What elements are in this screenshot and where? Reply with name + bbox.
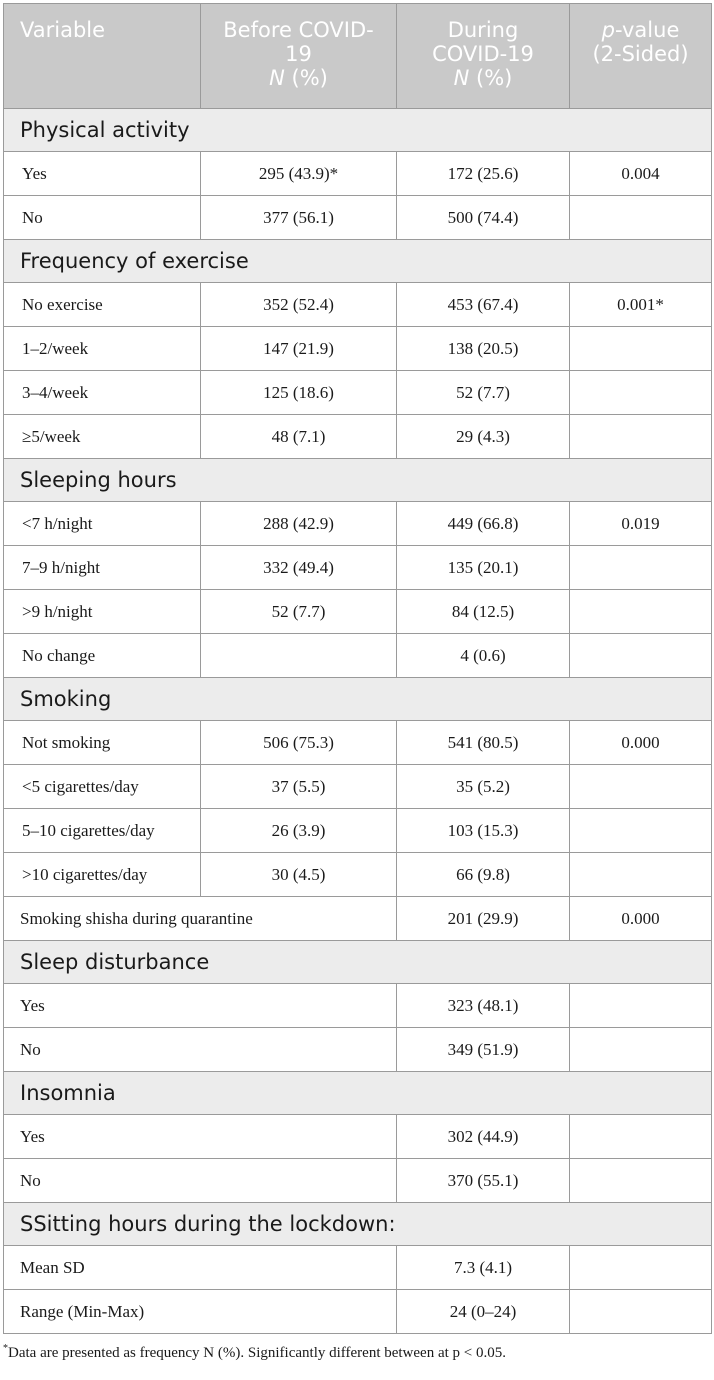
before-value: 147 (21.9) — [201, 327, 397, 371]
footnote-marker: * — [3, 1343, 8, 1354]
p-value — [570, 546, 712, 590]
during-value: 35 (5.2) — [397, 765, 570, 809]
row-label: No — [4, 196, 201, 240]
p-value: 0.001* — [570, 283, 712, 327]
header-during-line1: During — [447, 18, 519, 42]
p-value — [570, 590, 712, 634]
p-value — [570, 1028, 712, 1072]
header-before-line1: Before COVID- — [223, 18, 374, 42]
during-value: 500 (74.4) — [397, 196, 570, 240]
header-before-line3 — [201, 66, 396, 90]
during-value: 172 (25.6) — [397, 152, 570, 196]
section-title: Physical activity — [4, 109, 712, 152]
table-row — [4, 1028, 712, 1072]
header-pvalue-line1 — [570, 18, 711, 42]
p-value — [570, 765, 712, 809]
during-value: 138 (20.5) — [397, 327, 570, 371]
during-value: 302 (44.9) — [397, 1115, 570, 1159]
header-during-line3 — [397, 66, 569, 90]
before-value: 52 (7.7) — [201, 590, 397, 634]
p-value — [570, 984, 712, 1028]
p-value: 0.019 — [570, 502, 712, 546]
before-value: 352 (52.4) — [201, 283, 397, 327]
row-label: 7–9 h/night — [4, 546, 201, 590]
row-label: 1–2/week — [4, 327, 201, 371]
section-title: Smoking — [4, 678, 712, 721]
table-row — [4, 897, 712, 941]
before-value: 37 (5.5) — [201, 765, 397, 809]
during-value: 24 (0–24) — [397, 1290, 570, 1334]
during-value: 453 (67.4) — [397, 283, 570, 327]
before-value: 125 (18.6) — [201, 371, 397, 415]
covid-lifestyle-table — [3, 3, 712, 1334]
p-value — [570, 634, 712, 678]
p-value — [570, 327, 712, 371]
before-value: 377 (56.1) — [201, 196, 397, 240]
table-row — [4, 765, 712, 809]
during-value: 52 (7.7) — [397, 371, 570, 415]
section-sleep-disturbance — [4, 941, 712, 984]
before-value: 30 (4.5) — [201, 853, 397, 897]
row-label: Yes — [4, 152, 201, 196]
header-pvalue-line2: (2-Sided) — [592, 42, 689, 66]
before-value: 295 (43.9)* — [201, 152, 397, 196]
p-value — [570, 1290, 712, 1334]
header-pvalue — [570, 4, 712, 109]
row-label: Yes — [4, 984, 397, 1028]
before-value: 26 (3.9) — [201, 809, 397, 853]
during-value: 84 (12.5) — [397, 590, 570, 634]
table-row — [4, 853, 712, 897]
table-row — [4, 984, 712, 1028]
header-before — [201, 4, 397, 109]
table-row — [4, 590, 712, 634]
row-label: 5–10 cigarettes/day — [4, 809, 201, 853]
row-label: Range (Min-Max) — [4, 1290, 397, 1334]
p-value — [570, 371, 712, 415]
section-frequency-of-exercise — [4, 240, 712, 283]
table-row — [4, 283, 712, 327]
during-value: 7.3 (4.1) — [397, 1246, 570, 1290]
p-value — [570, 1115, 712, 1159]
row-label: No — [4, 1028, 397, 1072]
table-row — [4, 152, 712, 196]
header-before-line2: 19 — [285, 42, 312, 66]
table-row — [4, 415, 712, 459]
table-row — [4, 371, 712, 415]
table-row — [4, 634, 712, 678]
row-label: Smoking shisha during quarantine — [4, 897, 397, 941]
header-pvalue-rest: -value — [614, 18, 680, 42]
section-title: Insomnia — [4, 1072, 712, 1115]
header-variable — [4, 4, 201, 109]
header-row — [4, 4, 712, 109]
section-insomnia — [4, 1072, 712, 1115]
table-row — [4, 502, 712, 546]
table-footnote — [3, 1345, 506, 1362]
section-physical-activity — [4, 109, 712, 152]
during-value: 201 (29.9) — [397, 897, 570, 941]
header-pvalue-p: p — [601, 18, 615, 42]
before-value: 332 (49.4) — [201, 546, 397, 590]
during-value: 349 (51.9) — [397, 1028, 570, 1072]
header-before-pct: (%) — [284, 66, 328, 90]
before-value: 288 (42.9) — [201, 502, 397, 546]
during-value: 370 (55.1) — [397, 1159, 570, 1203]
header-variable-text: Variable — [20, 18, 106, 42]
table-row — [4, 1115, 712, 1159]
table-row — [4, 1290, 712, 1334]
section-smoking — [4, 678, 712, 721]
header-during-n: N — [453, 66, 470, 90]
during-value: 66 (9.8) — [397, 853, 570, 897]
row-label: 3–4/week — [4, 371, 201, 415]
section-sitting-hours — [4, 1203, 712, 1246]
row-label: <5 cigarettes/day — [4, 765, 201, 809]
before-value: 506 (75.3) — [201, 721, 397, 765]
header-during-line2: COVID-19 — [432, 42, 534, 66]
section-title: SSitting hours during the lockdown: — [4, 1203, 712, 1246]
section-title: Sleep disturbance — [4, 941, 712, 984]
header-during-pct: (%) — [469, 66, 513, 90]
during-value: 323 (48.1) — [397, 984, 570, 1028]
table-row — [4, 196, 712, 240]
table-row — [4, 721, 712, 765]
row-label: >10 cigarettes/day — [4, 853, 201, 897]
row-label: No exercise — [4, 283, 201, 327]
table-row — [4, 1246, 712, 1290]
during-value: 4 (0.6) — [397, 634, 570, 678]
section-title: Frequency of exercise — [4, 240, 712, 283]
before-value — [201, 634, 397, 678]
row-label: Mean SD — [4, 1246, 397, 1290]
p-value — [570, 1159, 712, 1203]
during-value: 29 (4.3) — [397, 415, 570, 459]
row-label: Not smoking — [4, 721, 201, 765]
p-value: 0.000 — [570, 721, 712, 765]
p-value — [570, 196, 712, 240]
table-row — [4, 1159, 712, 1203]
during-value: 541 (80.5) — [397, 721, 570, 765]
before-value: 48 (7.1) — [201, 415, 397, 459]
row-label: No — [4, 1159, 397, 1203]
p-value — [570, 415, 712, 459]
p-value: 0.004 — [570, 152, 712, 196]
p-value — [570, 853, 712, 897]
p-value: 0.000 — [570, 897, 712, 941]
during-value: 135 (20.1) — [397, 546, 570, 590]
table-row — [4, 546, 712, 590]
p-value — [570, 1246, 712, 1290]
section-title: Sleeping hours — [4, 459, 712, 502]
row-label: Yes — [4, 1115, 397, 1159]
table-container — [3, 3, 711, 1334]
footnote-text: Data are presented as frequency N (%). Significantly different between at p < 0.05. — [8, 1345, 506, 1361]
row-label: No change — [4, 634, 201, 678]
section-sleeping-hours — [4, 459, 712, 502]
header-before-n: N — [269, 66, 285, 90]
during-value: 449 (66.8) — [397, 502, 570, 546]
p-value — [570, 809, 712, 853]
row-label: <7 h/night — [4, 502, 201, 546]
table-row — [4, 327, 712, 371]
table-row — [4, 809, 712, 853]
header-during — [397, 4, 570, 109]
during-value: 103 (15.3) — [397, 809, 570, 853]
row-label: ≥5/week — [4, 415, 201, 459]
row-label: >9 h/night — [4, 590, 201, 634]
